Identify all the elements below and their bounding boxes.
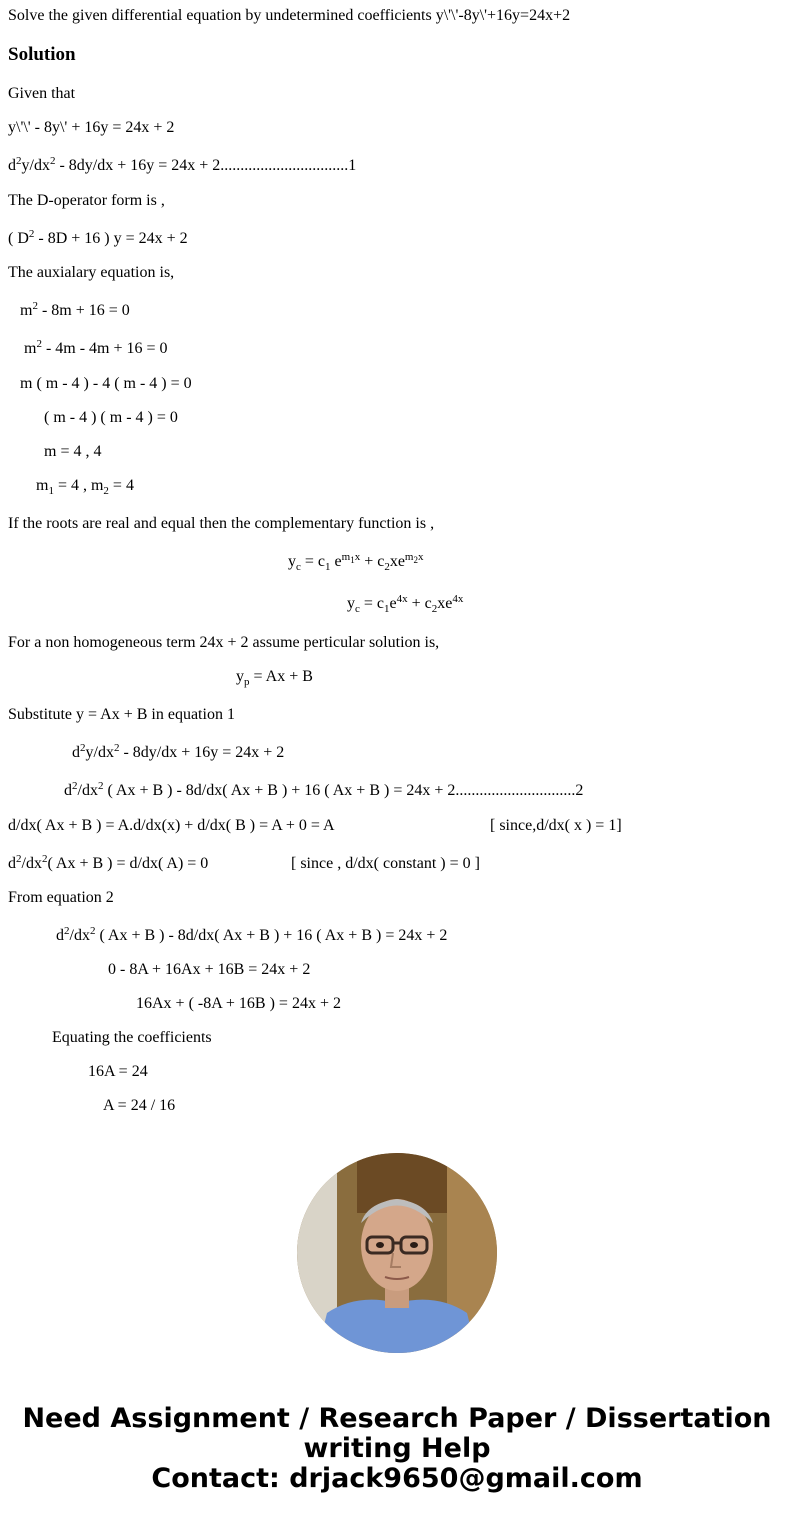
auxiliary-intro: The auxialary equation is, [8,264,175,281]
simplified-step-2: 16Ax + ( -8A + 16B ) = 24x + 2 [136,995,341,1012]
second-derivative-line: $d^2/dx^2$( Ax + B ) = d/dx( A) = 0 [8,853,209,872]
aux-step-1: $m^2 - 8m + 16 = 0$ [20,300,130,319]
substitute-intro: Substitute y = Ax + B in equation 1 [8,706,235,723]
aux-roots-indexed: $m_1 = 4$ , $m_2 = 4$ [36,477,134,497]
aux-roots: m = 4 , 4 [44,443,102,460]
equating-intro: Equating the coefficients [52,1029,212,1046]
given-that-line: Given that [8,85,76,102]
promo-line-2: writing Help [303,1433,491,1464]
from-equation-2: From equation 2 [8,889,114,906]
aux-step-3: m ( m - 4 ) - 4 ( m - 4 ) = 0 [20,375,192,392]
particular-intro: For a non homogeneous term 24x + 2 assume perticular solution is, [8,634,440,651]
d-operator-intro: The D-operator form is , [8,192,165,209]
promo-contact: Contact: drjack9650@gmail.com [151,1463,643,1494]
solution-heading: Solution [8,44,76,65]
second-derivative-note: [ since , d/dx( constant ) = 0 ] [291,855,480,872]
complementary-specific: $y_c = c_1e^{4x} + c_2xe^{4x}$ [347,593,464,615]
equation-2-repeat: $d^2/dx^2$ ( Ax + B ) - 8d/dx( Ax + B ) + 16 ( Ax + B ) = 24x + 2 [56,925,448,944]
first-derivative-line: d/dx( Ax + B ) = A.d/dx(x) + d/dx( B ) = A + 0 = A [8,817,335,834]
question-text: Solve the given differential equation by undetermined coefficients y\'\'-8y\'+16y=24x+2 [8,7,571,24]
aux-step-4: ( m - 4 ) ( m - 4 ) = 0 [44,409,178,426]
complementary-general: $y_c = c_1$ $e^{m_1x} + c_2xe^{m_2x}$ [288,551,424,573]
given-equation: y\'\' - 8y\' + 16y = 24x + 2 [8,119,175,136]
equation-1: $d^2y/dx^2 - 8dy/dx + 16y = 24x + 2................................1$ [8,155,357,174]
coefficient-eq: 16A = 24 [88,1063,148,1080]
simplified-step-1: 0 - 8A + 16Ax + 16B = 24x + 2 [108,961,311,978]
avatar-portrait [297,1153,497,1353]
aux-step-2: $m^2 - 4m - 4m + 16 = 0$ [24,338,168,357]
complementary-intro: If the roots are real and equal then the complementary function is , [8,515,435,532]
promo-line-1: Need Assignment / Research Paper / Dissertation [22,1403,772,1434]
equation-2: $d^2/dx^2$ ( Ax + B ) - 8d/dx( Ax + B ) + 16 ( Ax + B ) = 24x + 2..............................2 [64,780,584,799]
first-derivative-note: [ since,d/dx( x ) = 1] [490,817,622,834]
coefficient-solution: A = 24 / 16 [103,1097,176,1114]
author-avatar [297,1153,497,1353]
substituted-equation: $d^2y/dx^2 - 8dy/dx + 16y = 24x + 2$ [72,742,285,761]
particular-form: $y_p = Ax + B$ [236,668,313,688]
d-operator-form: ( $D^2 - 8D + 16$ ) y = 24x + 2 [8,228,188,247]
